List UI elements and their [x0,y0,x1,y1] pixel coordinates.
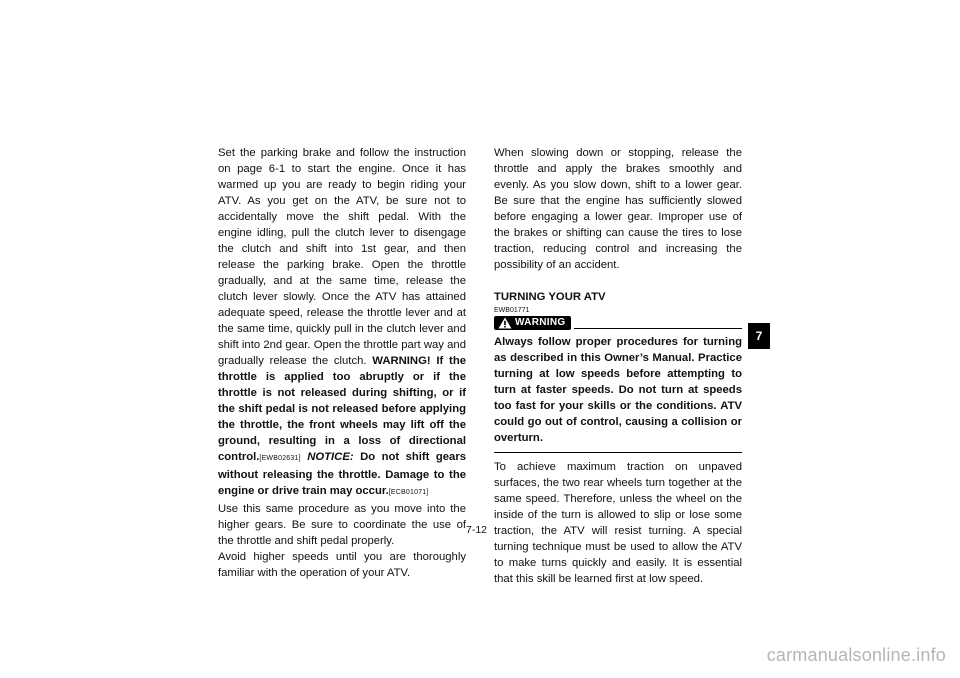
notice-label: NOTICE: [307,451,354,463]
section-heading: TURNING YOUR ATV [494,291,606,303]
page-number: 7-12 [466,524,488,536]
warning-badge [494,316,571,330]
higher-speeds-paragraph: Avoid higher speeds until you are thoroughly familiar with the operation of your ATV. [218,551,466,579]
warning-label: WARNING [515,317,566,328]
warning-triangle-icon [498,317,512,329]
section-code: EWB01771 [494,307,530,314]
left-column [218,145,466,581]
notice-text: Do not shift gears without releasing the throttle. Damage to the engine or drive train may occur. [218,451,467,497]
chapter-tab: 7 [748,323,770,349]
right-column [494,145,742,587]
riding-instructions [218,145,466,501]
traction-paragraph: To achieve maximum traction on unpaved surfaces, the two rear wheels turn together at the same speed. Therefore, unless the wheel on the inside of the turn is allowed to slip or lose some traction, the ATV will resist turning. A special turning technique must be used to allow the ATV to make turns quickly and easily. It is essential that this skill be learned first at low speed. [494,461,742,585]
warning-code: [EWB02631] [259,455,301,462]
higher-gears-paragraph: Use this same procedure as you move into the higher gears. Be sure to coordinate the use of the throttle and shift pedal properly. [218,503,466,547]
slowing-paragraph: When slowing down or stopping, release the throttle and apply the brakes smoothly and evenly. As you slow down, shift to a lower gear. Be sure that the engine has sufficiently slowed before engaging a lower gear. Improper use of the brakes or shifting can cause the tires to lose traction, reducing control and increasing the possibility of an accident. [494,147,742,271]
turning-warning-text: Always follow proper procedures for turning as described in this Owner’s Manual. Practice turning at low speeds before attempting to turn at faster speeds. Do not turn at speeds too fast for your skills or the conditions. ATV could go out of control, causing a collision or overturn. [494,334,742,453]
warning-header [494,315,742,330]
shifting-warning: WARNING! If the throttle is applied too abruptly or if the throttle is not released during shifting, or if the shift pedal is not released before applying the throttle, the front wheels may lift off the ground, resulting in a loss of directional control. [218,355,466,463]
watermark: carmanualsonline.info [766,645,946,665]
warning-rule [574,328,742,329]
intro-text: Set the parking brake and follow the instruction on page 6-1 to start the engine. Once it has warmed up you are ready to begin riding your ATV. As you get on the ATV, be sure not to accidentally move the shift pedal. With the engine idling, pull the clutch lever to disengage the clutch and shift into 1st gear, and then release the parking brake. Open the throttle gradually, and at the same time, release the clutch lever slowly. Once the ATV has attained adequate speed, release the throttle lever and at the same time, quickly pull in the clutch lever and shift into 2nd gear. Open the throttle part way and gradually release the clutch. [218,147,466,367]
notice-code: [ECB01071] [388,489,429,496]
